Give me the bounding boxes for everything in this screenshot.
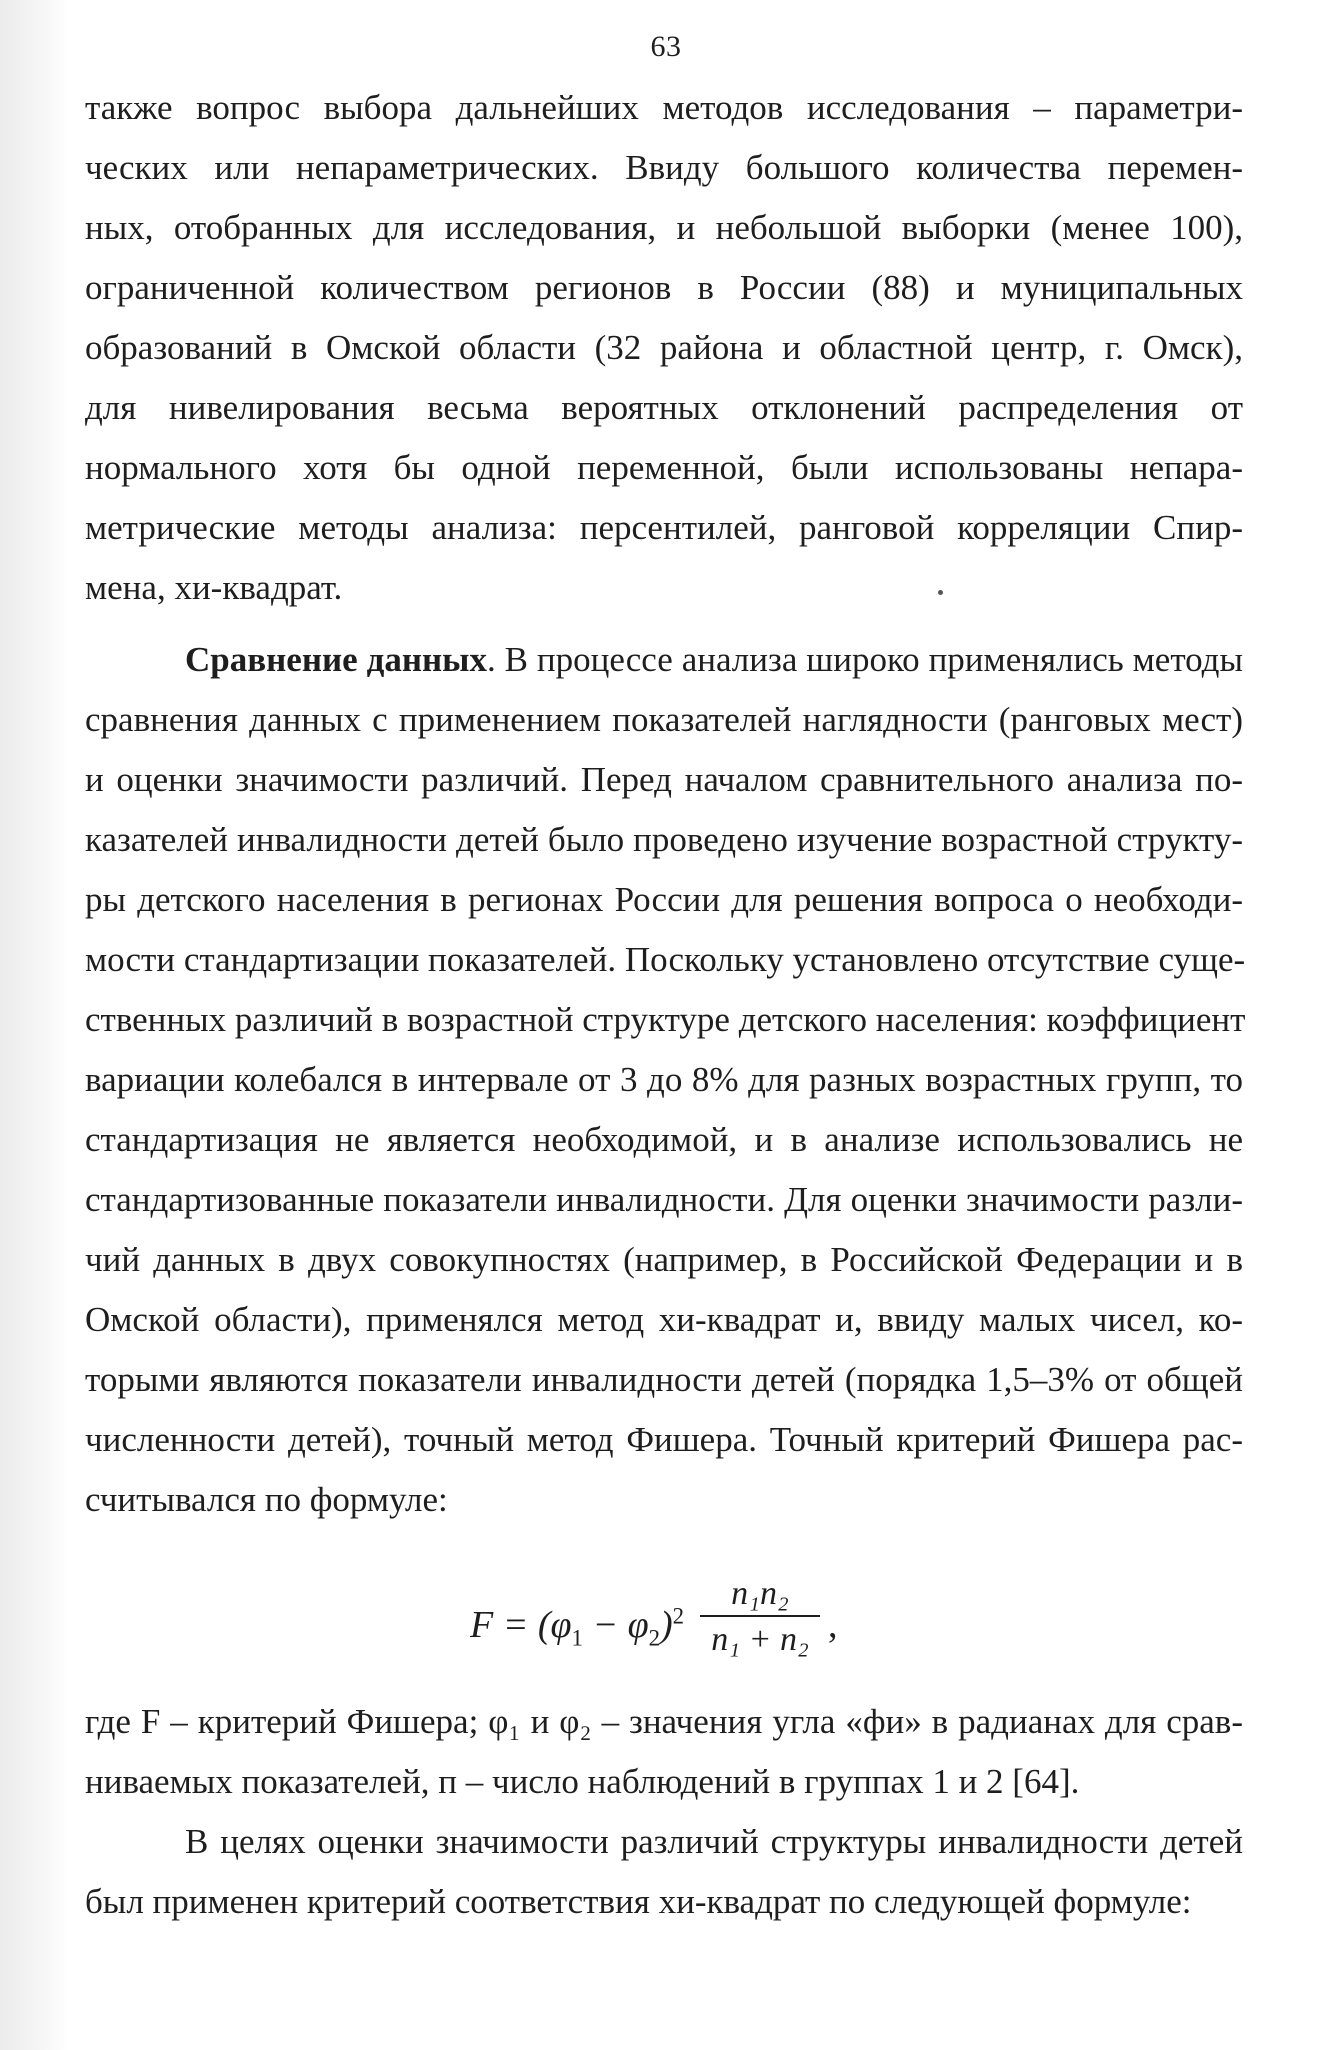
text-line: ственных различий в возрастной структуре детского населения: коэффициент xyxy=(85,1000,1246,1039)
paragraph-data-comparison xyxy=(85,630,1246,1530)
text-line: стандартизация не является необходимой, и в анализе использовались не xyxy=(85,1120,1243,1159)
text-line: ограниченной количеством регионов в России (88) и муниципальных xyxy=(85,268,1243,307)
formula-text: ) xyxy=(660,1604,673,1646)
scan-shadow xyxy=(0,0,70,2050)
formula-subscript: 2 xyxy=(648,1625,661,1651)
text-fragment: . В процессе анализа широко применялись методы xyxy=(486,640,1243,679)
text-line-first: В целях оценки значимости различий структуры инвалидности детей xyxy=(185,1822,1243,1861)
text-line: мена, хи-квадрат. xyxy=(85,568,343,607)
text-line: сравнения данных с применением показателей наглядности (ранговых мест) xyxy=(85,700,1243,739)
text-line: ры детского населения в регионах России для решения вопроса о необходи- xyxy=(85,880,1243,919)
text-line: образований в Омской области (32 района и областной центр, г. Омск), xyxy=(85,328,1243,367)
text-line: казателей инвалидности детей было проведено изучение возрастной структу- xyxy=(85,820,1243,859)
text-line: ниваемых показателей, п – число наблюдений в группах 1 и 2 [64]. xyxy=(85,1762,1080,1801)
page-number: 63 xyxy=(650,30,682,63)
paragraph-methods-choice xyxy=(85,78,1243,618)
text-line: нормального хотя бы одной переменной, были использованы непара- xyxy=(85,448,1243,487)
paragraph-chi-square xyxy=(85,1812,1243,1932)
text-line: где F – критерий Фишера; φ₁ и φ₂ – значения угла «фи» в радианах для срав- xyxy=(85,1702,1243,1741)
text-line: торыми являются показатели инвалидности детей (порядка 1,5–3% от общей xyxy=(85,1360,1243,1399)
text-line: метрические методы анализа: персентилей, ранговой корреляции Спир- xyxy=(85,508,1243,547)
formula-comma: , xyxy=(828,1604,838,1646)
text-line: ных, отобранных для исследования, и небольшой выборки (менее 100), xyxy=(85,208,1243,247)
formula-fraction xyxy=(700,1575,820,1659)
text-line: чий данных в двух совокупностях (например, в Российской Федерации и в xyxy=(85,1240,1243,1279)
formula-lhs xyxy=(470,1603,684,1652)
formula-exponent: 2 xyxy=(672,1603,685,1629)
text-line: мости стандартизации показателей. Поскольку установлено отсутствие суще- xyxy=(85,940,1246,979)
section-heading: Сравнение данных xyxy=(185,640,487,679)
text-line: вариации колебался в интервале от 3 до 8% для разных возрастных групп, то xyxy=(85,1060,1243,1099)
text-line-first xyxy=(85,630,1243,690)
formula-numerator: n₁n₂ xyxy=(700,1575,820,1617)
text-line: ческих или непараметрических. Ввиду большого количества перемен- xyxy=(85,148,1243,187)
text-line: также вопрос выбора дальнейших методов исследования – параметри- xyxy=(85,88,1243,127)
formula-subscript: 1 xyxy=(571,1625,583,1651)
formula-text: − φ xyxy=(582,1604,649,1646)
formula-text: F = (φ xyxy=(470,1604,572,1646)
text-line: считывался по формуле: xyxy=(85,1480,448,1519)
text-line: был применен критерий соответствия хи-квадрат по следующей формуле: xyxy=(85,1882,1192,1921)
text-line: стандартизованные показатели инвалидности. Для оценки значимости разли- xyxy=(85,1180,1243,1219)
text-line: и оценки значимости различий. Перед началом сравнительного анализа по- xyxy=(85,760,1243,799)
text-line: для нивелирования весьма вероятных отклонений распределения от xyxy=(85,388,1243,427)
text-line: численности детей), точный метод Фишера. Точный критерий Фишера рас- xyxy=(85,1420,1243,1459)
text-line: Омской области), применялся метод хи-квадрат и, ввиду малых чисел, ко- xyxy=(85,1300,1243,1339)
formula-explanation xyxy=(85,1692,1243,1812)
formula-denominator: n₁ + n₂ xyxy=(711,1621,809,1658)
